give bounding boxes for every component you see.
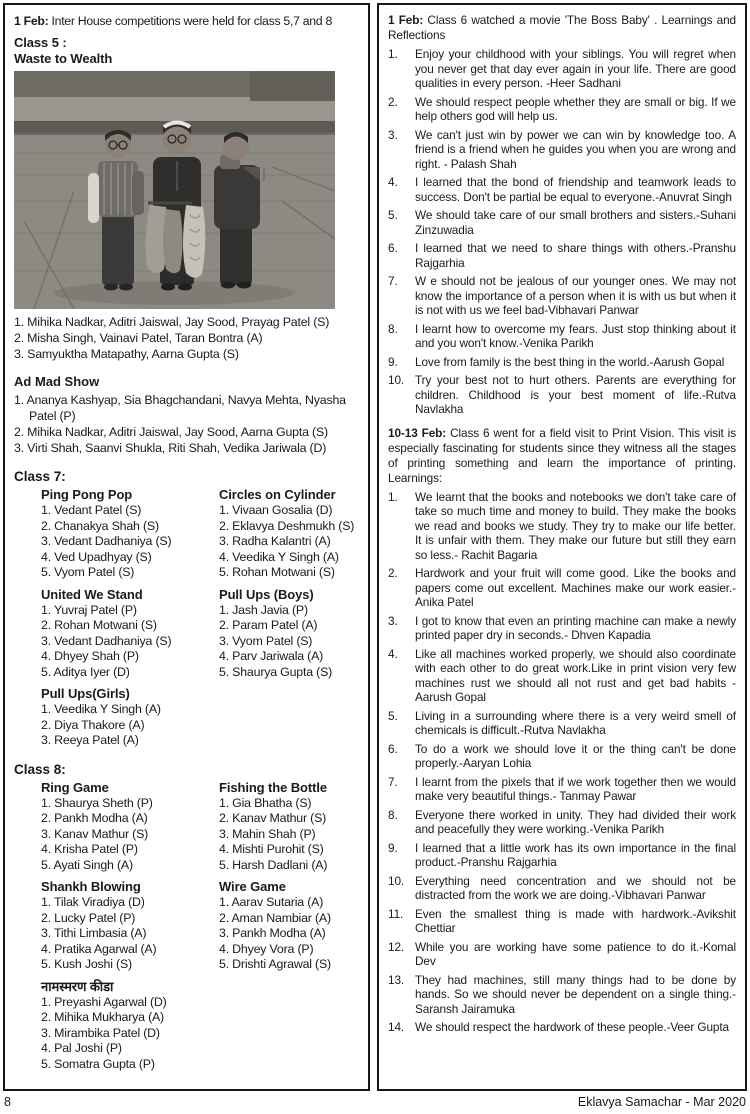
result-item: 5. Aditya Iyer (D) (41, 664, 130, 679)
result-item: 2. Param Patel (A) (219, 618, 318, 632)
item-number: 6. (388, 241, 398, 255)
left-column (3, 3, 370, 1091)
boss-baby-intro-text: Class 6 watched a movie 'The Boss Baby' . Learnings and Reflections (388, 13, 737, 42)
item-text: We should take care of our small brothers and sisters.-Suhani Zinzuwadia (415, 208, 736, 237)
event-group-title: Shankh Blowing (41, 879, 141, 894)
result-item: 4. Parv Jariwala (A) (219, 649, 324, 663)
item-text: Even the smallest thing is made with hardwork.-Avikshit Chettiar (415, 906, 736, 935)
page-number: 8 (4, 1095, 11, 1109)
class5-heading (14, 35, 359, 67)
result-item: 3. Radha Kalantri (A) (219, 534, 331, 548)
item-text: W e should not be jealous of our younger ones. We may not know the importance of a person when it is with us but when it is not with us we feel bad-Vibhavari Panwar (415, 274, 736, 317)
result-item: 3. Vyom Patel (S) (219, 633, 313, 648)
learning-item (388, 373, 736, 417)
result-item: 1. Gia Bhatha (S) (219, 795, 312, 810)
item-number: 14. (388, 1020, 405, 1034)
item-text: We should respect people whether they are small or big. If we help others god will help us. (415, 94, 736, 123)
ad-mad-list-item: 3. Virti Shah, Saanvi Shukla, Riti Shah, Vedika Jariwala (D) (14, 441, 327, 455)
result-item: 1. Preyashi Agarwal (D) (41, 994, 167, 1009)
item-text: Living in a surrounding where there is a very weird smell of chemicals is difficult.-Rutva Navlakha (415, 708, 736, 737)
result-item: 5. Rohan Motwani (S) (219, 565, 335, 579)
result-item: 4. Dhyey Shah (P) (41, 649, 139, 663)
result-item: 1. Veedika Y Singh (A) (41, 702, 161, 716)
learning-item (388, 175, 736, 204)
result-item: 2. Mihika Mukharya (A) (41, 1010, 164, 1024)
item-number: 11. (388, 906, 404, 921)
item-text: We learnt that the books and notebooks we don't take care of take so much time and money to build. They make the books we read and books we study. They try to make our life better. It is unfair with them. They make our future but still they earn so less.- Rachit Bagaria (415, 489, 736, 562)
result-item: 1. Jash Javia (P) (219, 602, 308, 617)
learning-item (388, 241, 736, 270)
learning-item (388, 874, 736, 903)
event-group-fishing-the-bottle (219, 779, 359, 874)
result-item: 3. Vedant Dadhaniya (S) (41, 633, 172, 648)
event-group-united-we-stand (41, 586, 219, 681)
item-text: They had machines, still many things had to be done by hands. So we should never be dependent on a single thing.-Saransh Jairamuka (415, 972, 736, 1016)
print-vision-date: 10-13 Feb: (388, 425, 447, 440)
learning-item (388, 709, 736, 738)
ad-mad-list-item: 2. Mihika Nadkar, Aditri Jaiswal, Jay Sood, Aarna Gupta (S) (14, 425, 328, 439)
class8-label: Class 8: (14, 761, 66, 777)
ad-mad-show-title: Ad Mad Show (14, 374, 100, 389)
ad-mad-list-item: 1. Ananya Kashyap, Sia Bhagchandani, Navya Mehta, Nyasha Patel (P) (14, 393, 346, 423)
class5-waste-to-wealth-photo (14, 71, 335, 309)
result-item: 2. Kanav Mathur (S) (219, 811, 327, 825)
item-number: 9. (388, 354, 398, 369)
class5-label: Class 5 : (14, 35, 67, 50)
result-item: 4. Krisha Patel (P) (41, 842, 138, 856)
learning-item (388, 274, 736, 318)
cloth-items (145, 203, 205, 278)
learning-item (388, 808, 736, 837)
item-number: 10. (388, 873, 405, 888)
item-text: I learned that we need to share things with others.-Pranshu Rajgarhia (415, 241, 736, 270)
event-group-pull-ups-girls (41, 685, 219, 749)
result-item: 1. Vedant Patel (S) (41, 503, 142, 517)
item-number: 13. (388, 972, 405, 987)
print-vision-intro (388, 426, 736, 486)
result-item: 3. Kanav Mathur (S) (41, 826, 149, 841)
result-item: 1. Yuvraj Patel (P) (41, 602, 137, 617)
result-item: 3. Reeya Patel (A) (41, 733, 139, 747)
item-number: 5. (388, 708, 398, 723)
result-item: 1. Vivaan Gosalia (D) (219, 503, 333, 517)
result-item: 2. Lucky Patel (P) (41, 910, 136, 925)
learning-item (388, 95, 736, 124)
item-text: I learnt from the pixels that if we work together then we would make very beautiful things.- Tanmay Pawar (415, 774, 736, 803)
result-item: 3. Pankh Modha (A) (219, 926, 326, 940)
item-number: 4. (388, 646, 398, 661)
result-item: 5. Somatra Gupta (P) (41, 1056, 155, 1071)
learning-item (388, 355, 736, 370)
learning-item (388, 208, 736, 237)
ad-mad-show-list (14, 392, 359, 456)
event-group-title: Circles on Cylinder (219, 487, 336, 502)
learning-item (388, 973, 736, 1017)
learning-item (388, 940, 736, 969)
learning-item (388, 647, 736, 705)
learning-item (388, 490, 736, 563)
intro-text: Inter House competitions were held for class 5,7 and 8 (48, 14, 332, 28)
publication-footer: Eklavya Samachar - Mar 2020 (577, 1095, 746, 1109)
print-vision-learnings-list (388, 490, 736, 1035)
item-number: 3. (388, 613, 398, 628)
item-number: 1. (388, 489, 398, 504)
item-number: 2. (388, 566, 398, 580)
intro-date: 1 Feb: (14, 14, 49, 28)
event-group-shankh-blowing (41, 878, 219, 973)
item-text: Hardwork and your fruit will come good. Like the books and papers come out excellent. Machines make our work easier.-Anika Patel (415, 566, 736, 609)
event-group-circles-on-cylinder (219, 486, 359, 581)
item-number: 2. (388, 94, 398, 109)
result-item: 5. Shaurya Gupta (S) (219, 664, 333, 679)
event-group-title: Wire Game (219, 879, 286, 894)
item-number: 4. (388, 175, 398, 189)
item-text: To do a work we should love it or the thing can't be done properly.-Aaryan Lohia (415, 741, 736, 770)
class7-label: Class 7: (14, 469, 66, 484)
item-text: We should respect the hardwork of these people.-Veer Gupta (415, 1020, 730, 1034)
item-text: Everything need concentration and we should not be distracted from the work we are doing.-Vibhavari Panwar (415, 873, 736, 902)
item-number: 12. (388, 939, 405, 954)
learning-item (388, 47, 736, 91)
learning-item (388, 907, 736, 936)
result-item: 5. Vyom Patel (S) (41, 565, 135, 579)
result-item: 4. Veedika Y Singh (A) (219, 549, 339, 564)
result-item: 5. Kush Joshi (S) (41, 957, 132, 971)
item-number: 5. (388, 208, 398, 222)
result-item: 4. Dhyey Vora (P) (219, 941, 314, 956)
class5-winners-list (14, 314, 359, 362)
item-text: I learned that a little work has its own importance in the final product.-Pranshu Rajgarhia (415, 840, 736, 869)
learning-item (388, 128, 736, 172)
result-item: 3. Mahin Shah (P) (219, 826, 316, 841)
class5-event-title: Waste to Wealth (14, 51, 113, 66)
learning-item (388, 614, 736, 643)
result-item: 4. Pratika Agarwal (A) (41, 941, 157, 956)
item-number: 9. (388, 840, 398, 855)
item-text: Enjoy your childhood with your siblings. You will regret when you never get that day ever again in your life. There are good qualities in every person. -Heer Sadhani (415, 47, 736, 90)
result-item: 2. Eklavya Deshmukh (S) (219, 518, 355, 533)
event-group-title: Fishing the Bottle (219, 779, 327, 795)
boss-baby-date: 1 Feb: (388, 13, 424, 27)
learning-item (388, 566, 736, 610)
result-item: 2. Aman Nambiar (A) (219, 910, 331, 925)
result-item: 5. Drishti Agrawal (S) (219, 957, 331, 971)
learning-item (388, 742, 736, 771)
item-number: 6. (388, 741, 398, 756)
item-text: I learnt how to overcome my fears. Just stop thinking about it and you won't know.-Venika Parikh (415, 321, 736, 350)
right-column (377, 3, 747, 1091)
result-item: 1. Shaurya Sheth (P) (41, 795, 153, 810)
class7-groups (14, 486, 359, 749)
learning-item (388, 322, 736, 351)
item-number: 1. (388, 47, 398, 61)
result-item: 4. Pal Joshi (P) (41, 1041, 122, 1055)
class8-groups (14, 779, 359, 1073)
item-text: I learned that the bond of friendship and teamwork leads to success. Don't be partial be equal to everyone.-Anuvrat Singh (415, 175, 736, 204)
winner-list-item: 1. Mihika Nadkar, Aditri Jaiswal, Jay Sood, Prayag Patel (S) (14, 315, 330, 329)
event-group-pull-ups-boys (219, 586, 359, 681)
result-item: 2. Pankh Modha (A) (41, 811, 148, 825)
item-number: 10. (388, 373, 405, 387)
event-group-title: Pull Ups (Boys) (219, 586, 314, 602)
event-group-wire-game (219, 878, 359, 973)
result-item: 2. Diya Thakore (A) (41, 717, 145, 732)
item-number: 3. (388, 127, 398, 142)
item-number: 8. (388, 321, 398, 336)
event-group-naamasmaran-krida (41, 978, 219, 1073)
event-group-title: United We Stand (41, 586, 143, 602)
boss-baby-learnings-list (388, 47, 736, 417)
event-group-title: Pull Ups(Girls) (41, 686, 130, 701)
event-group-title: Ping Pong Pop (41, 487, 133, 502)
event-group-title: Ring Game (41, 779, 109, 795)
item-text: While you are working have some patience to do it.-Komal Dev (415, 939, 736, 968)
result-item: 3. Tithi Limbasia (A) (41, 926, 147, 940)
winner-list-item: 2. Misha Singh, Vainavi Patel, Taran Bontra (A) (14, 331, 263, 345)
inter-house-intro (14, 13, 359, 29)
boss-baby-intro (388, 13, 736, 43)
print-vision-intro-text: Class 6 went for a field visit to Print Vision. This visit is especially fascinating for students since they witness all the stages of printing something and learn the importance of printing. Learnings: (388, 425, 736, 485)
item-text: Love from family is the best thing in the world.-Aarush Gopal (415, 354, 725, 369)
learning-item (388, 1020, 736, 1035)
result-item: 2. Rohan Motwani (S) (41, 618, 157, 632)
event-group-ping-pong-pop (41, 486, 219, 581)
result-item: 3. Mirambika Patel (D) (41, 1025, 160, 1040)
event-group-ring-game (41, 779, 219, 874)
result-item: 2. Chanakya Shah (S) (41, 518, 159, 533)
item-text: We can't just win by power we can win by knowledge too. A friend is a friend when he guides you when you are wrong and right. - Palash Shah (415, 127, 736, 171)
item-number: 7. (388, 274, 398, 288)
item-text: I got to know that even an printing machine can make a newly printed paper dry in seconds.- Dhven Kapadia (415, 613, 736, 642)
item-text: Try your best not to hurt others. Parents are everything for children. Childhood is your best moment of life.-Rutva Navlakha (415, 373, 736, 416)
result-item: 5. Harsh Dadlani (A) (219, 857, 328, 872)
winner-list-item: 3. Samyuktha Matapathy, Aarna Gupta (S) (14, 347, 239, 361)
learning-item (388, 775, 736, 804)
item-text: Everyone there worked in unity. They had divided their work and peacefully they were working.-Venika Parikh (415, 807, 736, 836)
result-item: 1. Aarav Sutaria (A) (219, 895, 324, 909)
event-group-title: नामस्मरण कीडा (41, 978, 114, 994)
result-item: 1. Tilak Viradiya (D) (41, 895, 145, 909)
result-item: 5. Ayati Singh (A) (41, 857, 133, 872)
item-number: 7. (388, 774, 398, 789)
item-number: 8. (388, 807, 398, 822)
result-item: 4. Mishti Purohit (S) (219, 842, 324, 856)
item-text: Like all machines worked properly, we should also coordinate with each other to do great work.Like in print vision very few machines rust we should all not rust and get bad habits -Aarush Gopal (415, 646, 736, 704)
learning-item (388, 841, 736, 870)
result-item: 4. Ved Upadhyay (S) (41, 549, 152, 564)
result-item: 3. Vedant Dadhaniya (S) (41, 534, 172, 548)
